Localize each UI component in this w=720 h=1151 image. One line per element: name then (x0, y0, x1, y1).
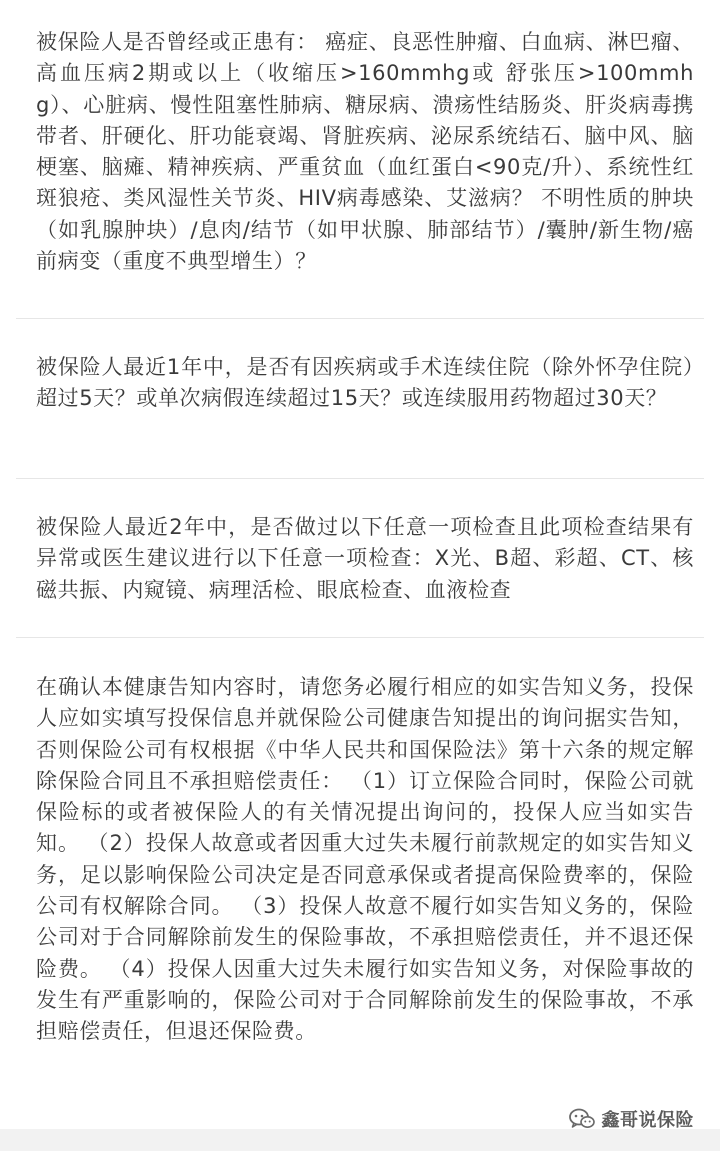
disclosure-notice (0, 672, 720, 1048)
question-text-2: 被保险人最近1年中，是否有因疾病或手术连续住院（除外怀孕住院）超过5天？或单次病假连续超过15天？或连续服用药物超过30天？ (36, 355, 694, 411)
watermark-text: 鑫哥说保险 (601, 1110, 694, 1131)
divider (16, 478, 704, 479)
divider (16, 637, 704, 638)
divider (16, 318, 704, 319)
wechat-icon (568, 1107, 596, 1131)
question-block-2 (0, 352, 720, 415)
notice-text: 在确认本健康告知内容时，请您务必履行相应的如实告知义务，投保人应如实填写投保信息并就保险公司健康告知提出的询问据实告知，否则保险公司有权根据《中华人民共和国保险法》第十六条的规定解除保险合同且不承担赔偿责任： （1）订立保险合同时，保险公司就保险标的或者被保险人的有关情况提出询问的，投保人应当如实告知。 （2）投保人故意或者因重大过失未履行前款规定的如实告知义务，足以影响保险公司决定是否同意承保或者提高保险费率的，保险公司有权解除合同。 （3）投保人故意不履行如实告知义务的，保险公司对于合同解除前发生的保险事故，不承担赔偿责任，并不退还保险费。 （4）投保人因重大过失未履行如实告知义务，对保险事故的发生有严重影响的，保险公司对于合同解除前发生的保险事故，不承担赔偿责任，但退还保险费。 (36, 675, 694, 1044)
watermark (568, 1104, 695, 1134)
question-text-3: 被保险人最近2年中，是否做过以下任意一项检查且此项检查结果有异常或医生建议进行以下任意一项检查：X光、B超、彩超、CT、核磁共振、内窥镜、病理活检、眼底检查、血液检查 (36, 515, 694, 602)
question-block-1 (0, 27, 720, 277)
question-block-3 (0, 512, 720, 606)
question-text-1: 被保险人是否曾经或正患有： 癌症、良恶性肿瘤、白血病、淋巴瘤、高血压病2期或以上（收缩压>160mmhg或 舒张压>100mmhg）、心脏病、慢性阻塞性肺病、糖尿病、溃疡性结肠炎、肝炎病毒携带者、肝硬化、肝功能衰竭、肾脏疾病、泌尿系统结石、脑中风、脑梗塞、脑瘫、精神疾病、严重贫血（血红蛋白<90克/升）、系统性红斑狼疮、类风湿性关节炎、HIV病毒感染、艾滋病？ 不明性质的肿块（如乳腺肿块）/息肉/结节（如甲状腺、肺部结节）/囊肿/新生物/癌前病变（重度不典型增生）？ (36, 30, 694, 274)
